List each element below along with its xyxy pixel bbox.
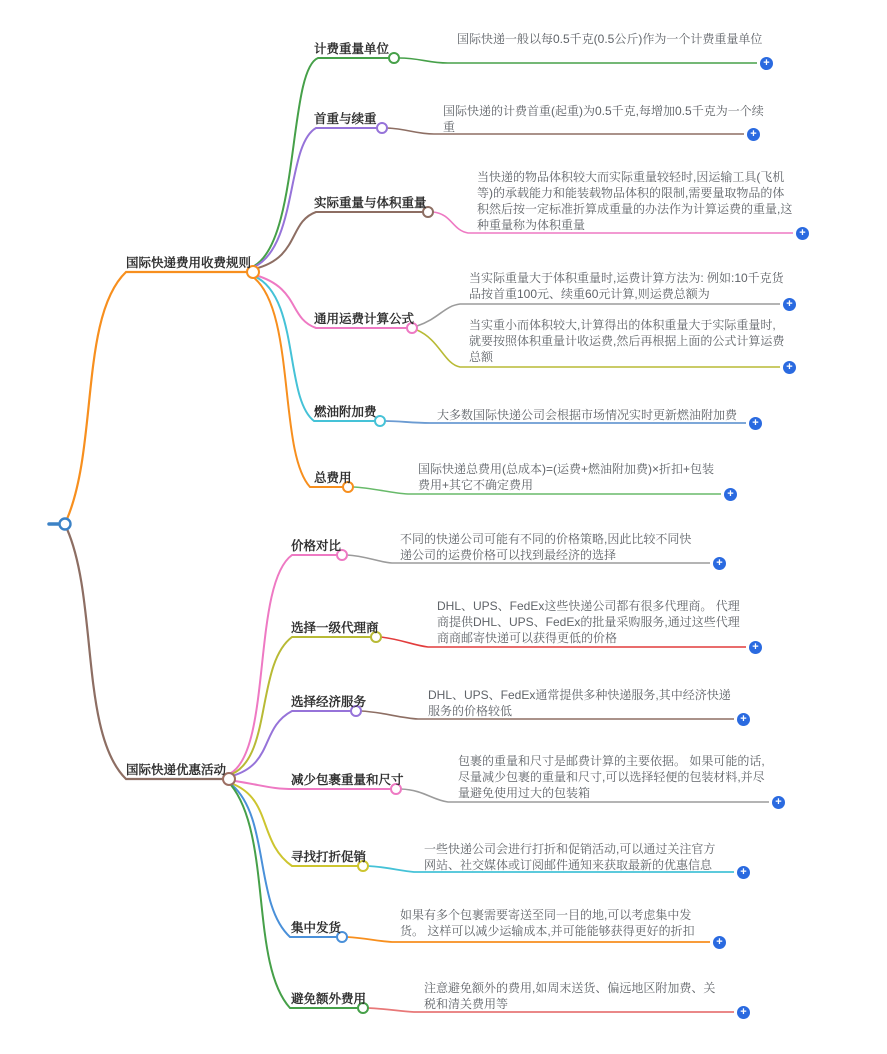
expand-button-reduce-weight-size[interactable]: +	[772, 796, 785, 809]
node-label-price-comparison[interactable]: 价格对比	[291, 539, 342, 553]
root-node-handle[interactable]	[60, 519, 71, 530]
note-avoid-extra-fees[interactable]: 注意避免额外的费用,如周末送货、偏远地区附加费、关税和清关费用等	[424, 981, 716, 1011]
note-price-comparison[interactable]: 不同的快递公司可能有不同的价格策略,因此比较不同快递公司的运费价格可以找到最经济的选择	[400, 532, 692, 562]
expand-button-economy-service[interactable]: +	[737, 713, 750, 726]
note-first-level-agent[interactable]: DHL、UPS、FedEx这些快递公司都有很多代理商。 代理商提供DHL、UPS、FedEx的批量采购服务,通过这些代理商商邮寄快递可以获得更低的价格	[437, 599, 740, 645]
note-freight-formula-2[interactable]: 当实重小而体积较大,计算得出的体积重量大于实际重量时,就要按照体积重量计收运费,然后再根据上面的公式计算运费总额	[469, 318, 785, 364]
node-handle-weight-unit[interactable]	[389, 53, 399, 63]
node-label-charging-rules[interactable]: 国际快递费用收费规则	[126, 256, 252, 270]
note-consolidated-shipping[interactable]: 如果有多个包裹需要寄送至同一目的地,可以考虑集中发货。 这样可以减少运输成本,并可能能够获得更好的折扣	[400, 908, 695, 938]
node-label-reduce-weight-size[interactable]: 减少包裹重量和尺寸	[291, 773, 404, 787]
node-label-economy-service[interactable]: 选择经济服务	[291, 695, 367, 709]
expand-button-actual-vs-volume[interactable]: +	[796, 227, 809, 240]
note-economy-service[interactable]: DHL、UPS、FedEx通常提供多种快递服务,其中经济快递服务的价格较低	[428, 688, 731, 718]
expand-button-fuel-surcharge[interactable]: +	[749, 417, 762, 430]
expand-button-discount-promotions[interactable]: +	[737, 866, 750, 879]
node-label-actual-vs-volume[interactable]: 实际重量与体积重量	[314, 196, 427, 210]
note-freight-formula-1[interactable]: 当实际重量大于体积重量时,运费计算方法为: 例如:10千克货品按首重100元、续重60元计算,则运费总额为	[469, 271, 784, 301]
node-label-avoid-extra-fees[interactable]: 避免额外费用	[291, 992, 367, 1006]
note-first-weight[interactable]: 国际快递的计费首重(起重)为0.5千克,每增加0.5千克为一个续重	[443, 104, 764, 134]
node-label-fuel-surcharge[interactable]: 燃油附加费	[314, 405, 377, 419]
branch-line-price-comparison	[231, 555, 336, 773]
branch-line-total-cost	[253, 277, 342, 487]
expand-button-avoid-extra-fees[interactable]: +	[737, 1006, 750, 1019]
expand-button-freight-formula-2[interactable]: +	[783, 361, 796, 374]
expand-button-first-weight[interactable]: +	[747, 128, 760, 141]
expand-button-total-cost[interactable]: +	[724, 488, 737, 501]
branch-line-fuel-surcharge	[254, 276, 374, 421]
node-label-discount-promotions[interactable]: 寻找打折促销	[291, 850, 367, 864]
node-label-total-cost[interactable]: 总费用	[314, 471, 352, 485]
branch-line-weight-unit	[254, 58, 388, 266]
note-total-cost[interactable]: 国际快递总费用(总成本)=(运费+燃油附加费)×折扣+包装费用+其它不确定费用	[418, 462, 715, 492]
node-label-weight-unit[interactable]: 计费重量单位	[314, 42, 390, 56]
expand-button-first-level-agent[interactable]: +	[749, 641, 762, 654]
node-label-freight-formula[interactable]: 通用运费计算公式	[314, 312, 415, 326]
expand-button-consolidated-shipping[interactable]: +	[713, 936, 726, 949]
branch-line-charging-rules	[67, 272, 247, 519]
expand-button-freight-formula-1[interactable]: +	[783, 298, 796, 311]
branch-line-discount-activities	[67, 529, 223, 779]
note-line-weight-unit	[399, 58, 757, 63]
node-label-first-level-agent[interactable]: 选择一级代理商	[291, 621, 379, 635]
expand-button-weight-unit[interactable]: +	[760, 57, 773, 70]
node-label-first-weight[interactable]: 首重与续重	[314, 112, 377, 126]
node-label-discount-activities[interactable]: 国际快递优惠活动	[126, 763, 227, 777]
note-discount-promotions[interactable]: 一些快递公司会进行打折和促销活动,可以通过关注官方网站、社交媒体或订阅邮件通知来获取最新的优惠信息	[424, 842, 716, 872]
note-reduce-weight-size[interactable]: 包裹的重量和尺寸是邮费计算的主要依据。 如果可能的话,尽量减少包裹的重量和尺寸,可以选择轻便的包装材料,并尽量避免使用过大的包装箱	[458, 754, 765, 800]
note-actual-vs-volume[interactable]: 当快递的物品体积较大而实际重量较轻时,因运输工具(飞机等)的承载能力和能装载物品体积的限制,需要量取物品的体积然后按一定标准折算成重量的办法作为计算运费的重量,这种重量称为体积重量	[477, 170, 793, 232]
node-handle-first-weight[interactable]	[377, 123, 387, 133]
note-weight-unit[interactable]: 国际快递一般以每0.5千克(0.5公斤)作为一个计费重量单位	[457, 32, 763, 46]
branch-line-avoid-extra-fees	[231, 785, 357, 1008]
note-fuel-surcharge[interactable]: 大多数国际快递公司会根据市场情况实时更新燃油附加费	[437, 408, 738, 422]
node-label-consolidated-shipping[interactable]: 集中发货	[291, 921, 342, 935]
expand-button-price-comparison[interactable]: +	[713, 557, 726, 570]
